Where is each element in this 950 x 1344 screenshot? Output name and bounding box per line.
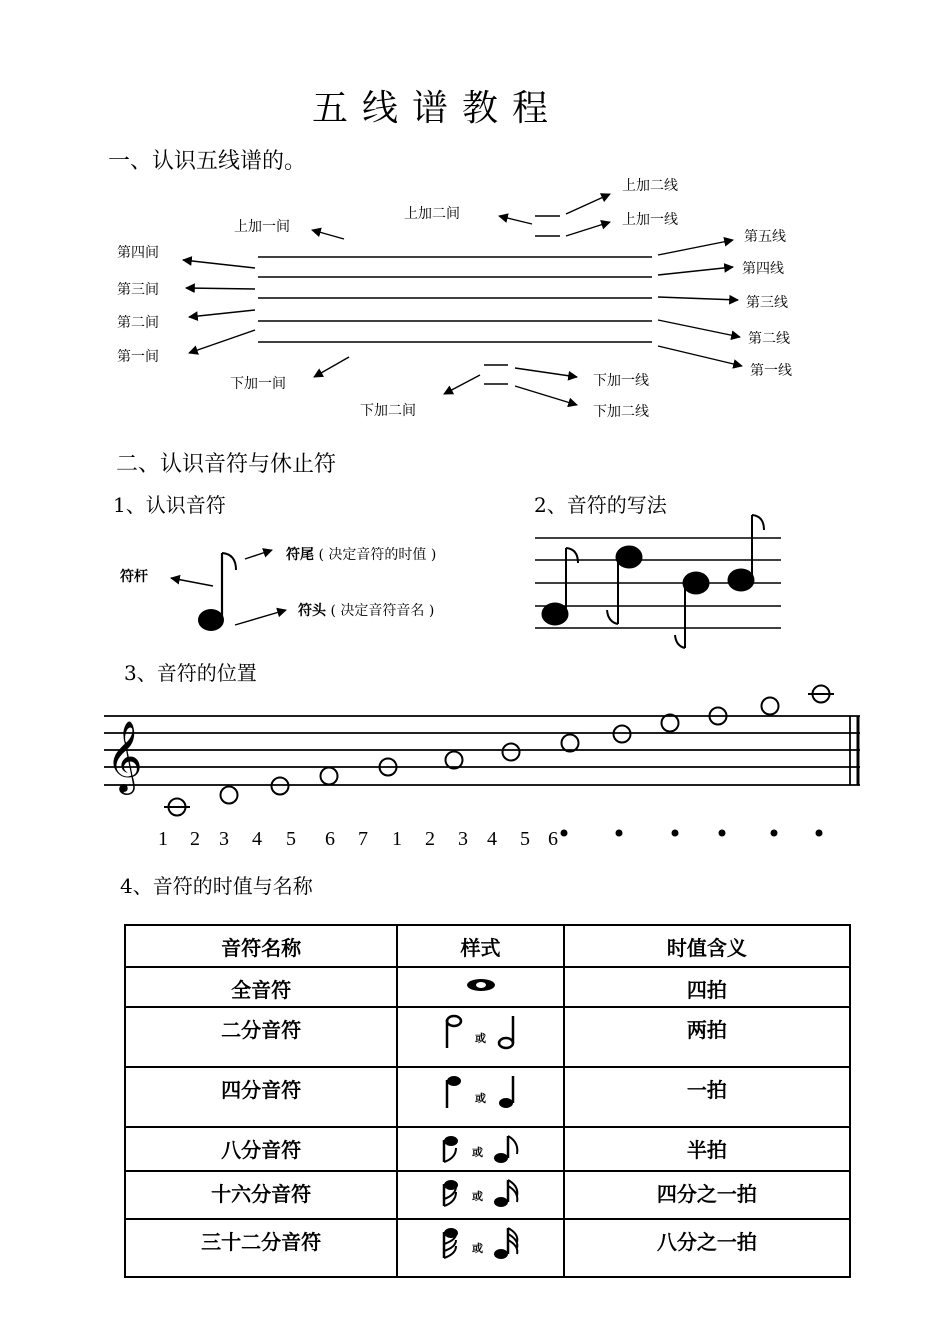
- stem-label: 符杆: [120, 569, 148, 585]
- note-style-cell: 或: [397, 1219, 564, 1277]
- scale-number: 1: [392, 828, 402, 850]
- note-style-cell: [397, 967, 564, 1007]
- note-name-cell: 八分音符: [125, 1127, 397, 1171]
- scale-number: 5: [286, 828, 296, 850]
- label-lower2-space: 下加二间: [360, 403, 416, 419]
- scale-number: 2: [425, 828, 435, 850]
- quarter-note-icon: [496, 1074, 518, 1110]
- label-line4: 第四线: [742, 261, 784, 277]
- half-note-icon: [496, 1014, 518, 1050]
- scale-number: 5: [520, 828, 530, 850]
- note-name-cell: 三十二分音符: [125, 1219, 397, 1277]
- subheading-1: 1、认识音符: [113, 493, 226, 517]
- label-lower1-space: 下加一间: [230, 376, 286, 392]
- label-space4: 第四间: [117, 245, 159, 261]
- note-value-cell: 半拍: [564, 1127, 850, 1171]
- thirty-second-note-icon: [440, 1226, 462, 1260]
- note-style-cell: 或: [397, 1127, 564, 1171]
- table-header-row: [125, 925, 850, 967]
- scale-number: 6: [325, 828, 335, 850]
- scale-number: 3: [458, 828, 468, 850]
- label-space2: 第二间: [117, 315, 159, 331]
- note-value-cell: 八分之一拍: [564, 1219, 850, 1277]
- note-value-cell: 一拍: [564, 1067, 850, 1127]
- page-title: 五线谱教程: [312, 88, 563, 129]
- label-line5: 第五线: [744, 229, 786, 245]
- flag-label: 符尾 ( 决定音符的时值 ): [286, 547, 437, 563]
- scale-number: 1: [158, 828, 168, 850]
- label-lower1-line: 下加一线: [593, 373, 649, 389]
- sixteenth-note-icon: [440, 1178, 462, 1208]
- scale-number: 7: [358, 828, 368, 850]
- table-row: [125, 1171, 850, 1219]
- label-upper2-line: 上加二线: [622, 178, 678, 194]
- table-row: [125, 1219, 850, 1277]
- label-line3: 第三线: [746, 295, 788, 311]
- sixteenth-note-icon: [493, 1178, 521, 1208]
- scale-number: 4: [487, 828, 497, 850]
- table-row: [125, 967, 850, 1007]
- section1-heading: 一、认识五线谱的。: [108, 149, 307, 174]
- whole-note-icon: [464, 977, 498, 993]
- thirty-second-note-icon: [493, 1226, 521, 1260]
- note-name-cell: 全音符: [125, 967, 397, 1007]
- note-name-cell: 十六分音符: [125, 1171, 397, 1219]
- note-value-cell: 四拍: [564, 967, 850, 1007]
- table-header-cell: 样式: [397, 925, 564, 967]
- scale-number: 6: [548, 828, 558, 850]
- label-line2: 第二线: [748, 331, 790, 347]
- subheading-2: 2、音符的写法: [534, 493, 667, 517]
- subheading-4: 4、音符的时值与名称: [120, 874, 313, 898]
- head-label: 符头 ( 决定音符音名 ): [298, 603, 435, 619]
- table-header-cell: 音符名称: [125, 925, 397, 967]
- note-style-cell: 或: [397, 1171, 564, 1219]
- label-upper1-line: 上加一线: [622, 212, 678, 228]
- note-value-table: [124, 924, 851, 1278]
- label-upper1-space: 上加一间: [234, 219, 290, 235]
- eighth-note-icon: [440, 1134, 462, 1164]
- table-row: [125, 1067, 850, 1127]
- note-style-cell: 或: [397, 1007, 564, 1067]
- eighth-note-icon: [493, 1134, 521, 1164]
- scale-number: 4: [252, 828, 262, 850]
- note-value-cell: 两拍: [564, 1007, 850, 1067]
- octave-dots: [561, 830, 823, 837]
- table-header-cell: 时值含义: [564, 925, 850, 967]
- section2-heading: 二、认识音符与休止符: [116, 452, 337, 477]
- half-note-icon: [443, 1014, 465, 1050]
- label-lower2-line: 下加二线: [593, 404, 649, 420]
- scale-number: 2: [190, 828, 200, 850]
- note-style-cell: 或: [397, 1067, 564, 1127]
- treble-clef-icon: 𝄞: [106, 719, 143, 792]
- note-name-cell: 二分音符: [125, 1007, 397, 1067]
- scale-number: 3: [219, 828, 229, 850]
- label-space3: 第三间: [117, 282, 159, 298]
- subheading-3: 3、音符的位置: [124, 661, 257, 685]
- label-line1: 第一线: [750, 363, 792, 379]
- quarter-note-icon: [443, 1074, 465, 1110]
- table-row: [125, 1007, 850, 1067]
- table-row: [125, 1127, 850, 1171]
- note-name-cell: 四分音符: [125, 1067, 397, 1127]
- label-space1: 第一间: [117, 349, 159, 365]
- note-value-cell: 四分之一拍: [564, 1171, 850, 1219]
- label-upper2-space: 上加二间: [404, 206, 460, 222]
